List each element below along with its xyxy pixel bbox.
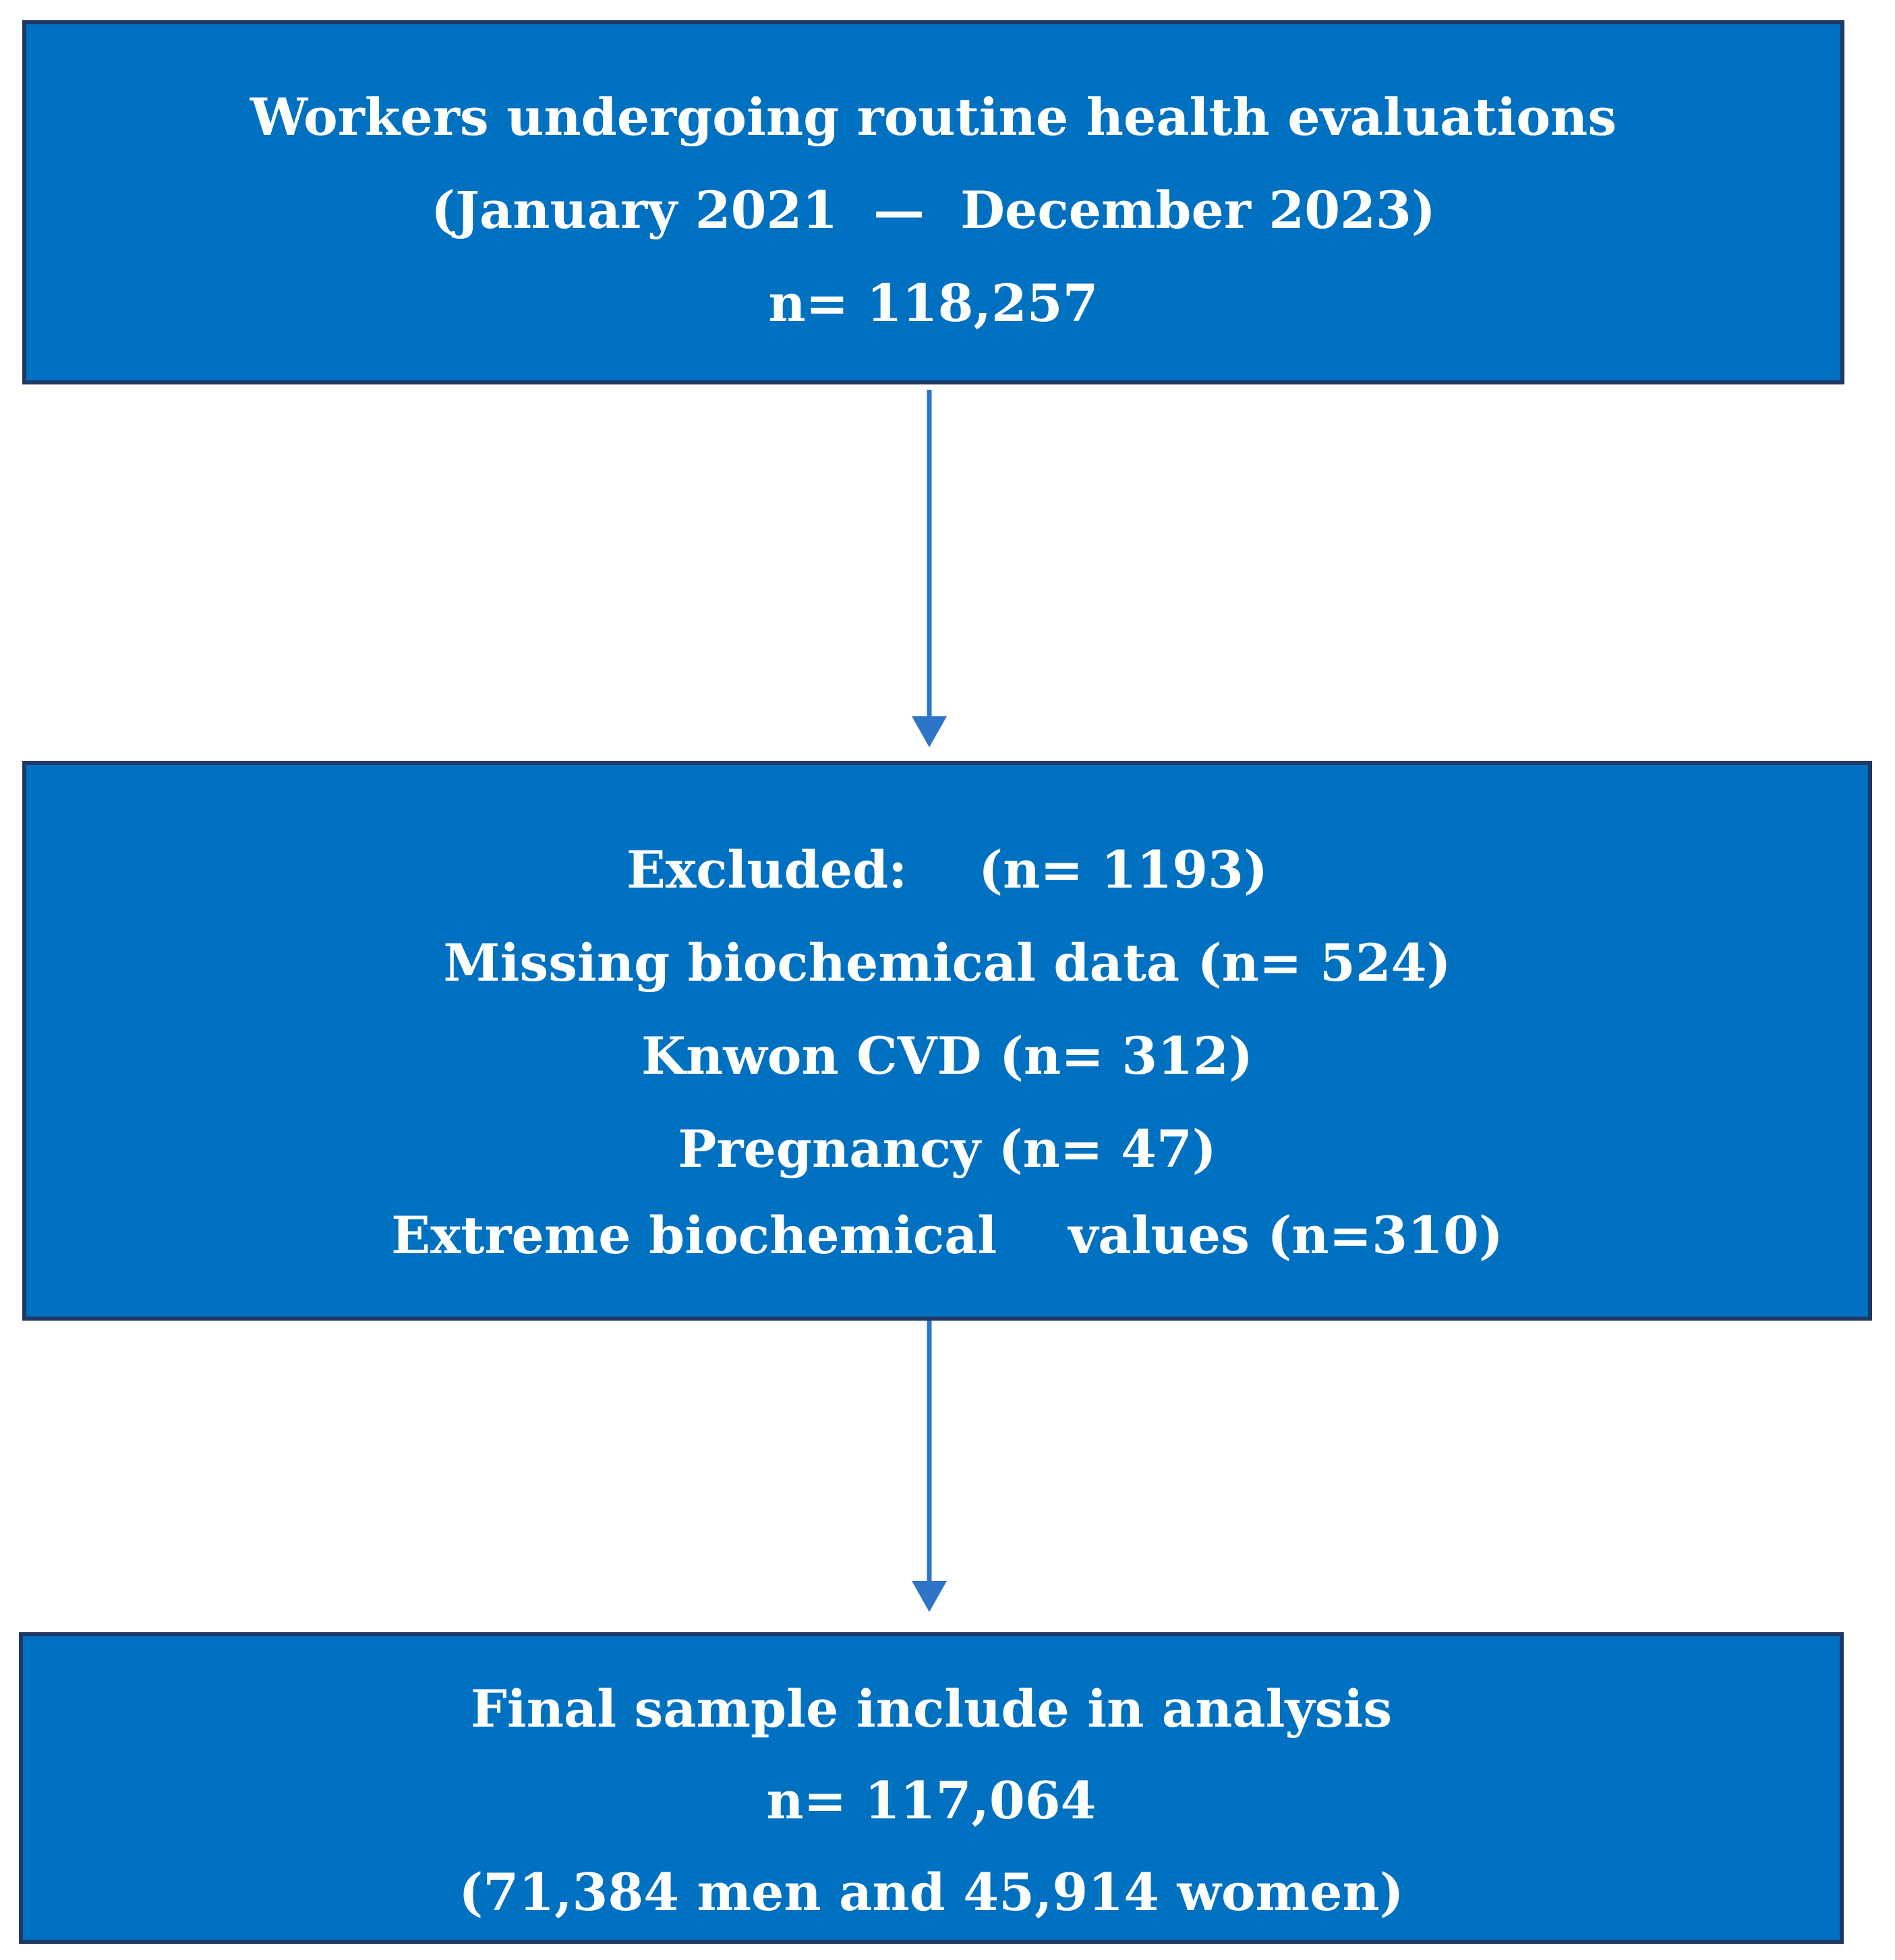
excluded-reason-known-cvd: Knwon CVD (n= 312) xyxy=(641,1026,1253,1086)
initial-title: Workers undergoing routine health evaluations xyxy=(250,87,1617,147)
excluded-reason-pregnancy: Pregnancy (n= 47) xyxy=(678,1119,1217,1179)
arrow-excluded-to-final xyxy=(912,1321,947,1612)
initial-population-box xyxy=(22,20,1844,384)
excluded-reason-missing-data: Missing biochemical data (n= 524) xyxy=(443,933,1451,993)
initial-period: (January 2021 — December 2023) xyxy=(431,180,1436,240)
final-sample-box xyxy=(19,1632,1844,1944)
arrow-initial-to-excluded xyxy=(912,390,947,747)
final-breakdown: (71,384 men and 45,914 women) xyxy=(459,1862,1404,1922)
final-title: Final sample include in analysis xyxy=(470,1679,1393,1739)
excluded-reason-extreme-values: Extreme biochemical values (n=310) xyxy=(391,1205,1503,1265)
excluded-header: Excluded: (n= 1193) xyxy=(626,840,1268,900)
excluded-box xyxy=(22,761,1872,1321)
final-count: n= 117,064 xyxy=(766,1770,1097,1831)
initial-count: n= 118,257 xyxy=(768,273,1099,333)
